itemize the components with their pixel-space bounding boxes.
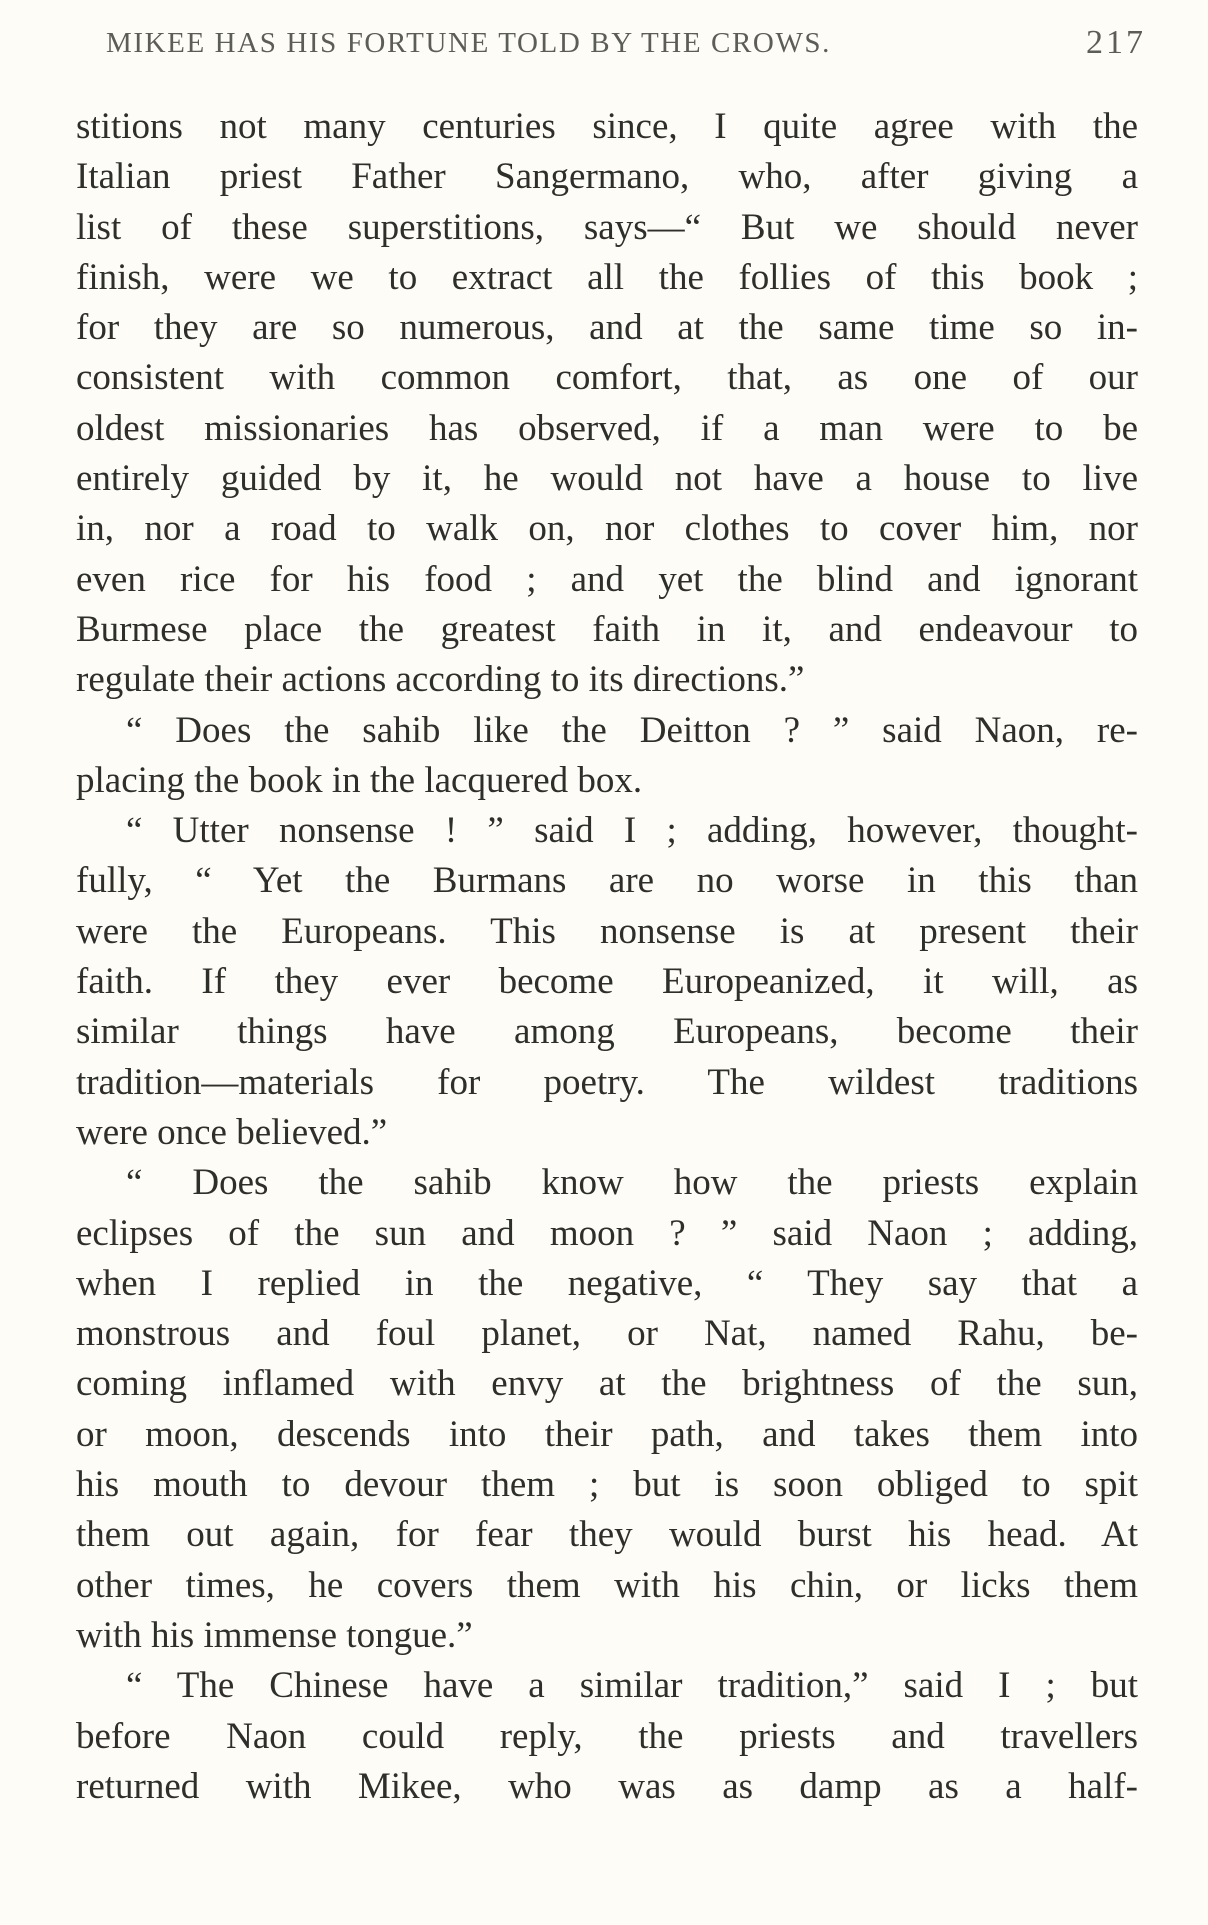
text-line: in, nor a road to walk on, nor clothes to cover him, nor bbox=[76, 508, 1138, 550]
text-line: monstrous and foul planet, or Nat, named Rahu, be- bbox=[76, 1313, 1138, 1355]
page-number: 217 bbox=[1086, 24, 1146, 61]
text-line: oldest missionaries has observed, if a man were to be bbox=[76, 407, 1138, 449]
text-line: “ Does the sahib like the Deitton ? ” said Naon, re- bbox=[126, 709, 1138, 751]
text-line: before Naon could reply, the priests and travellers bbox=[76, 1715, 1138, 1757]
body-text bbox=[76, 102, 1138, 1812]
text-line: consistent with common comfort, that, as one of our bbox=[76, 357, 1138, 399]
text-line: even rice for his food ; and yet the blind and ignorant bbox=[76, 558, 1138, 600]
text-line: “ Does the sahib know how the priests explain bbox=[126, 1162, 1138, 1204]
text-line: returned with Mikee, who was as damp as a half- bbox=[76, 1765, 1138, 1807]
text-line: or moon, descends into their path, and takes them into bbox=[76, 1413, 1138, 1455]
text-line: faith. If they ever become Europeanized, it will, as bbox=[76, 961, 1138, 1003]
text-line: were the Europeans. This nonsense is at present their bbox=[76, 910, 1138, 952]
text-line: other times, he covers them with his chin, or licks them bbox=[76, 1564, 1138, 1606]
text-line: his mouth to devour them ; but is soon obliged to spit bbox=[76, 1464, 1138, 1506]
text-line: them out again, for fear they would burst his head. At bbox=[76, 1514, 1138, 1556]
running-head bbox=[106, 18, 1146, 68]
running-title: MIKEE HAS HIS FORTUNE TOLD BY THE CROWS. bbox=[106, 27, 831, 59]
text-line: placing the book in the lacquered box. bbox=[76, 759, 643, 801]
text-line: stitions not many centuries since, I quite agree with the bbox=[76, 106, 1138, 147]
text-line: were once believed.” bbox=[76, 1111, 388, 1153]
text-line: coming inflamed with envy at the brightness of the sun, bbox=[76, 1363, 1138, 1405]
text-line: fully, “ Yet the Burmans are no worse in this than bbox=[76, 860, 1138, 902]
text-line: list of these superstitions, says—“ But we should never bbox=[76, 206, 1138, 248]
text-line: “ Utter nonsense ! ” said I ; adding, however, thought- bbox=[126, 810, 1138, 852]
text-line: Burmese place the greatest faith in it, and endeavour to bbox=[76, 608, 1138, 650]
text-line: when I replied in the negative, “ They say that a bbox=[76, 1262, 1138, 1304]
text-line: Italian priest Father Sangermano, who, after giving a bbox=[76, 156, 1138, 198]
text-line: entirely guided by it, he would not have a house to live bbox=[76, 458, 1138, 500]
text-line: similar things have among Europeans, become their bbox=[76, 1011, 1138, 1053]
text-line: eclipses of the sun and moon ? ” said Naon ; adding, bbox=[76, 1212, 1138, 1254]
text-line: tradition—materials for poetry. The wildest traditions bbox=[76, 1061, 1138, 1103]
text-line: regulate their actions according to its directions.” bbox=[76, 659, 805, 701]
text-line: “ The Chinese have a similar tradition,” said I ; but bbox=[126, 1665, 1138, 1707]
text-line: with his immense tongue.” bbox=[76, 1614, 473, 1656]
text-line: for they are so numerous, and at the same time so in- bbox=[76, 307, 1138, 349]
text-line: finish, were we to extract all the follies of this book ; bbox=[76, 256, 1138, 298]
